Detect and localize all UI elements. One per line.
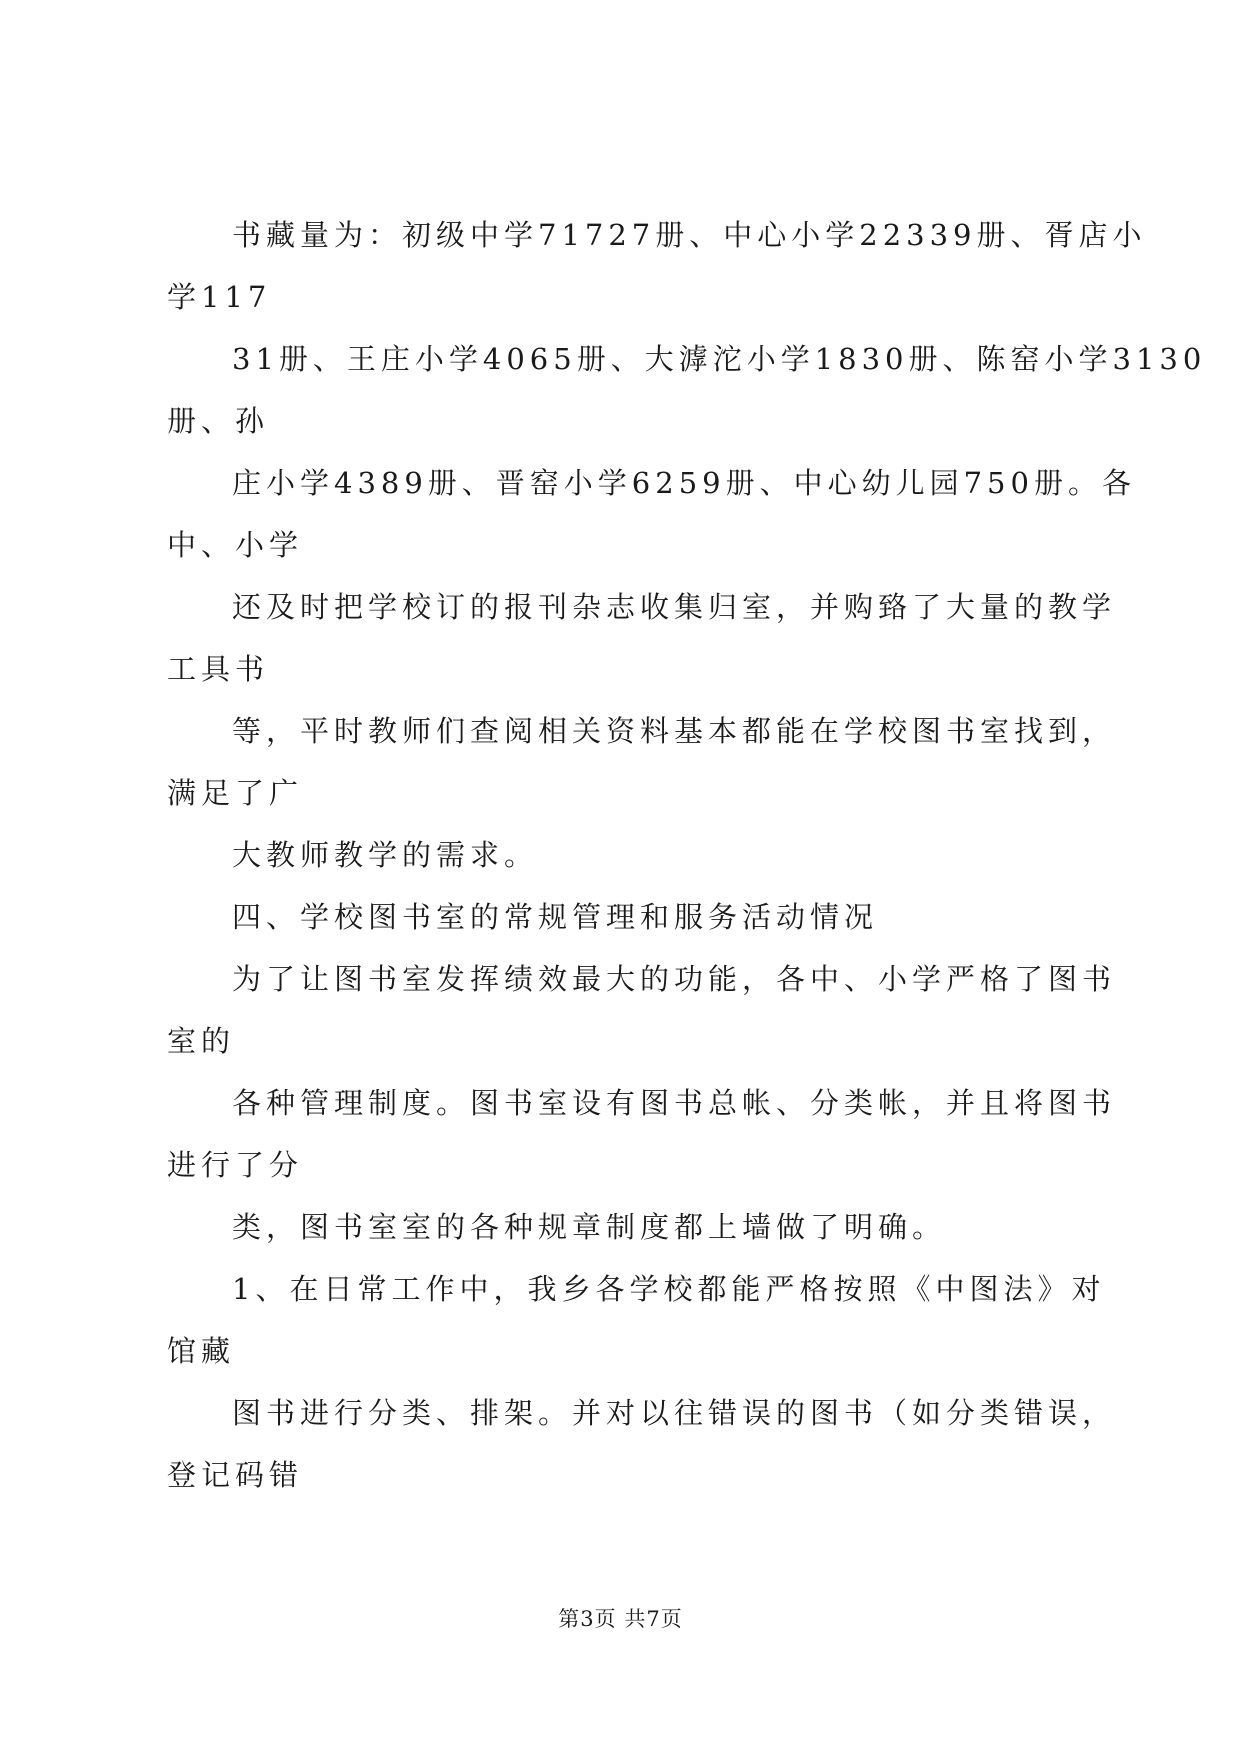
text-line: 书藏量为：初级中学71727册、中心小学22339册、胥店小 bbox=[232, 218, 1147, 252]
text-line: 1、在日常工作中，我乡各学校都能严格按照《中图法》对 bbox=[232, 1272, 1106, 1306]
text-line: 登记码错 bbox=[167, 1458, 304, 1492]
text-line: 进行了分 bbox=[167, 1148, 304, 1182]
text-line: 为了让图书室发挥绩效最大的功能，各中、小学严格了图书 bbox=[232, 962, 1117, 996]
text-line: 图书进行分类、排架。并对以往错误的图书（如分类错误， bbox=[232, 1396, 1117, 1430]
text-line: 类，图书室室的各种规章制度都上墙做了明确。 bbox=[232, 1210, 947, 1244]
text-line: 还及时把学校订的报刊杂志收集归室，并购臵了大量的教学 bbox=[232, 590, 1117, 624]
text-line: 等，平时教师们查阅相关资料基本都能在学校图书室找到， bbox=[232, 714, 1117, 748]
text-line: 室的 bbox=[167, 1024, 236, 1058]
text-line: 馆藏 bbox=[167, 1334, 236, 1368]
text-line: 中、小学 bbox=[167, 528, 304, 562]
text-line: 31册、王庄小学4065册、大滹沱小学1830册、陈窑小学3130 bbox=[232, 342, 1207, 376]
text-line: 庄小学4389册、晋窑小学6259册、中心幼儿园750册。各 bbox=[232, 466, 1136, 500]
text-line: 学117 bbox=[167, 280, 272, 314]
text-line: 各种管理制度。图书室设有图书总帐、分类帐，并且将图书 bbox=[232, 1086, 1117, 1120]
text-line: 工具书 bbox=[167, 652, 270, 686]
page-footer: 第3页 共7页 bbox=[558, 1607, 683, 1631]
text-line: 满足了广 bbox=[167, 776, 304, 810]
section-heading: 四、学校图书室的常规管理和服务活动情况 bbox=[232, 900, 879, 934]
text-line: 大教师教学的需求。 bbox=[232, 838, 539, 872]
text-line: 册、孙 bbox=[167, 404, 270, 438]
